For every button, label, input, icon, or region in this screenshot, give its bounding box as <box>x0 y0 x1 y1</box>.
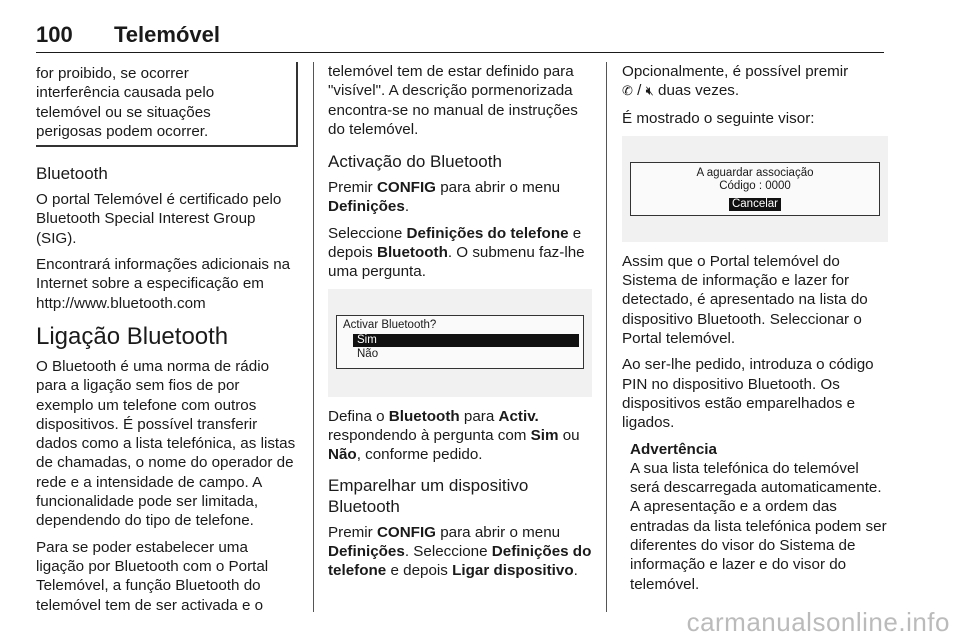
paragraph: telemóvel tem de estar definido para "visível". A descrição pormenorizada encontra-se no manual de instruções do telemóvel. <box>328 63 578 138</box>
page-header <box>36 22 884 53</box>
warning-line: for proibido, se ocorrer <box>36 65 189 82</box>
phone-icon: ✆ <box>622 84 633 100</box>
warning-line: telemóvel ou se situações <box>36 103 211 121</box>
note-text: A sua lista telefónica do telemóvel será descarregada automaticamente. A apresentação e a ordem das entradas da lista telefónica podem ser diferentes do visor do Sistema de informação e lazer e do visor do telemóvel. <box>630 459 887 593</box>
section-heading-activacao: Activação do Bluetooth <box>328 152 502 172</box>
note-box <box>622 440 888 594</box>
paragraph: Opcionalmente, é possível premir ✆ / 🔇︎ duas vezes. <box>622 63 849 100</box>
page-title: Telemóvel <box>114 22 220 47</box>
column-divider <box>313 62 314 612</box>
mute-icon: 🔇︎ <box>645 84 654 100</box>
screen-line: Código : 0000 <box>719 179 791 192</box>
paragraph: Defina o Bluetooth para Activ. respondendo à pergunta com Sim ou Não, conforme pedido. <box>328 407 580 464</box>
screen-question: Activar Bluetooth? <box>343 318 437 331</box>
page-number: 100 <box>36 22 73 47</box>
screen-cancel-button: Cancelar <box>729 198 781 211</box>
column-divider <box>606 62 607 612</box>
paragraph: O portal Telemóvel é certificado pelo Bluetooth Special Interest Group (SIG). <box>36 191 282 247</box>
paragraph: Seleccione Definições do telefone e depois Bluetooth. O submenu faz-lhe uma pergunta. <box>328 224 585 281</box>
warning-line: interferência causada pelo <box>36 84 215 102</box>
paragraph: Premir CONFIG para abrir o menu Definições. <box>328 179 561 216</box>
column-1 <box>36 62 298 622</box>
display-screenshot-pairing <box>622 136 888 242</box>
paragraph: Para se poder estabelecer uma ligação por Bluetooth com o Portal Telemóvel, a função Bluetooth do telemóvel tem de ser activada e o <box>36 538 269 614</box>
column-2 <box>328 62 592 587</box>
section-heading-ligacao: Ligação Bluetooth <box>36 322 229 350</box>
paragraph: É mostrado o seguinte visor: <box>622 109 815 127</box>
screen-line: A aguardar associação <box>696 166 814 179</box>
warning-line: perigosas podem ocorrer. <box>36 122 209 140</box>
warning-box <box>36 62 298 147</box>
screen-option-selected: Sim <box>353 334 579 347</box>
watermark: carmanualsonline.info <box>686 607 950 637</box>
column-3 <box>622 62 888 594</box>
paragraph: Ao ser-lhe pedido, introduza o código PIN no dispositivo Bluetooth. Os dispositivos estão emparelhados e ligados. <box>622 356 874 432</box>
note-title: Advertência <box>630 440 717 458</box>
paragraph: Encontrará informações adicionais na Internet sobre a especificação em http://www.bluetooth.com <box>36 256 291 312</box>
section-heading-bluetooth: Bluetooth <box>36 164 108 184</box>
paragraph: Assim que o Portal telemóvel do Sistema de informação e lazer for detectado, é apresentado na lista do dispositivo Bluetooth. Seleccionar o Portal telemóvel. <box>622 252 868 348</box>
paragraph: Premir CONFIG para abrir o menu Definições. Seleccione Definições do telefone e depois Ligar dispositivo. <box>328 523 592 580</box>
section-heading-emparelhar: Emparelhar um dispositivo Bluetooth <box>328 475 529 516</box>
screen-option: Não <box>357 347 379 360</box>
display-screenshot-activate <box>328 289 592 397</box>
paragraph: O Bluetooth é uma norma de rádio para a ligação sem fios de por exemplo um telefone com outros dispositivos. É possível transferir dados como a lista telefónica, as listas de chamadas, o nome do operador de rede e a intensidade de campo. A funcionalidade pode ser limitada, dependendo do tipo de telefone. <box>36 357 296 530</box>
